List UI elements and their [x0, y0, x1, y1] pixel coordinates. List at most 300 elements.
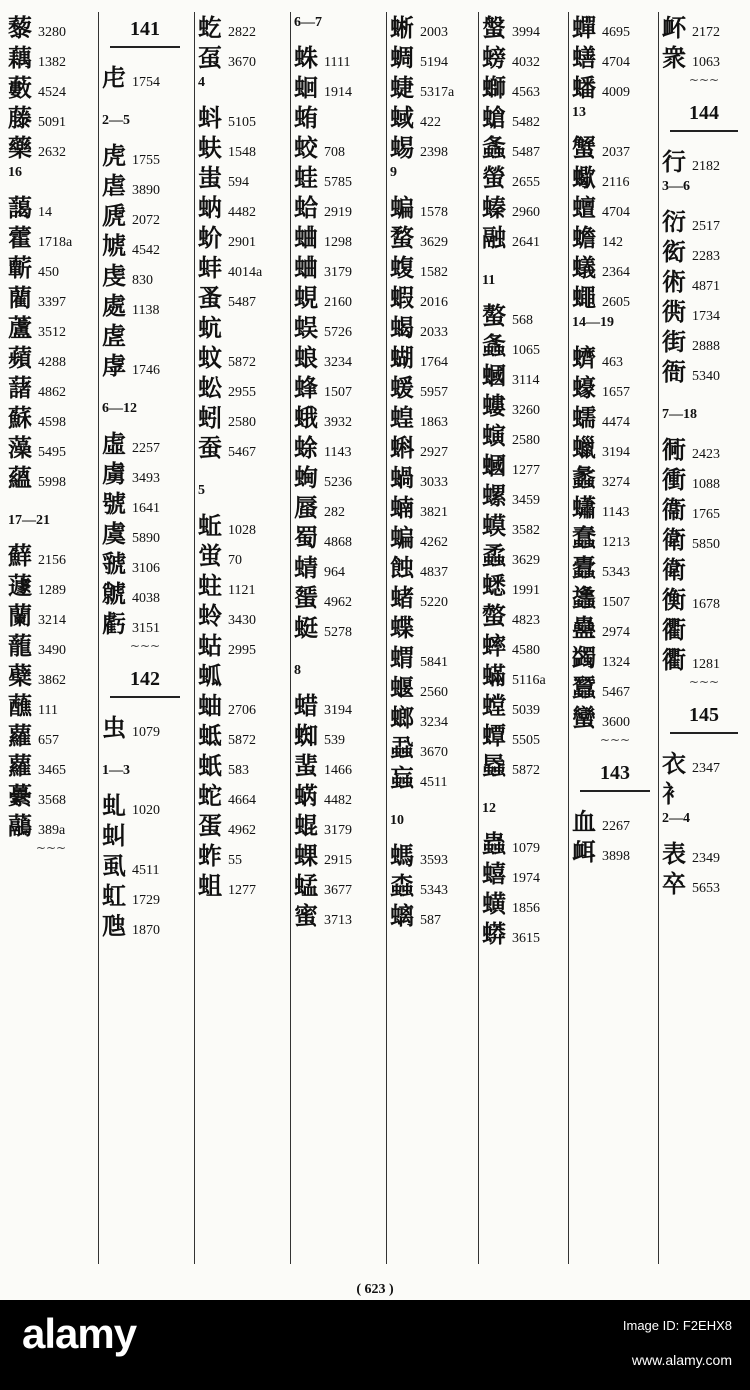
entry-character: 衃 [662, 13, 686, 42]
entry-number: 1914 [324, 85, 352, 100]
entry-row [198, 866, 284, 900]
entry-character: 蜴 [390, 133, 414, 162]
entry-row [102, 136, 188, 170]
column-7 [572, 8, 658, 1272]
entry-character: 蝴 [390, 343, 414, 372]
website-label: www.alamy.com [631, 1352, 732, 1368]
entry-character: 蝨 [390, 733, 414, 762]
entry-character: 蛆 [198, 871, 222, 900]
entry-character: 螺 [482, 481, 506, 510]
entry-number: 1765 [692, 507, 720, 522]
entry-number: 2072 [132, 213, 160, 228]
entry-number: 4474 [602, 415, 630, 430]
entry-character: 螌 [482, 13, 506, 42]
entry-number: 4695 [602, 25, 630, 40]
entry-number: 5505 [512, 733, 540, 748]
entry-number: 1079 [132, 725, 160, 740]
entry-character: 螂 [390, 703, 414, 732]
entry-row [572, 668, 658, 702]
entry-number: 2580 [228, 415, 256, 430]
entry-row [294, 806, 380, 840]
entry-number: 4014a [228, 265, 263, 280]
entry-row [390, 638, 476, 672]
entry-row [102, 256, 188, 290]
entry-character: 蠻 [572, 703, 596, 732]
entry-character: 蝟 [390, 643, 414, 672]
entry-number: 1870 [132, 923, 160, 938]
entry-character: 虎 [102, 141, 126, 170]
entry-row [662, 580, 746, 614]
entry-number: 4482 [228, 205, 256, 220]
entry-character: 蜋 [294, 343, 318, 372]
entry-number: 450 [38, 265, 59, 280]
entry-row [8, 308, 94, 342]
entry-row [662, 864, 746, 898]
entry-row [482, 188, 568, 222]
entry-character: 蟥 [482, 889, 506, 918]
entry-number: 422 [420, 115, 441, 130]
entry-number: 282 [324, 505, 345, 520]
entry-character: 螾 [482, 421, 506, 450]
entry-row [8, 38, 94, 72]
entry-character: 蠅 [572, 283, 596, 312]
entry-number: 1734 [692, 309, 720, 324]
entry-character: 蜾 [294, 841, 318, 870]
entry-number: 4823 [512, 613, 540, 628]
entry-character: 蜍 [294, 433, 318, 462]
entry-number: 1213 [602, 535, 630, 550]
entry-row [8, 746, 94, 780]
entry-number: 5039 [512, 703, 540, 718]
stroke-count-heading: 9 [390, 165, 397, 180]
radical-number-heading: 141 [110, 12, 180, 48]
entry-character: 蛄 [198, 631, 222, 660]
entry-number: 1641 [132, 501, 160, 516]
entry-character: 蚱 [198, 841, 222, 870]
entry-row [198, 218, 284, 252]
entry-character: 蟎 [482, 661, 506, 690]
entry-character: 蟫 [482, 721, 506, 750]
entry-character: 蜥 [390, 13, 414, 42]
entry-character: 蜚 [294, 751, 318, 780]
entry-row [662, 430, 746, 464]
entry-character: 蘋 [8, 343, 32, 372]
entry-character: 蠔 [572, 373, 596, 402]
entry-character: 蚔 [198, 751, 222, 780]
entry-number: 3629 [512, 553, 540, 568]
entry-character: 蟀 [482, 631, 506, 660]
entry-number: 5236 [324, 475, 352, 490]
stroke-count-heading: 3—6 [662, 179, 690, 194]
entry-character: 蚩 [198, 163, 222, 192]
entry-row [294, 248, 380, 282]
entry-character: 蚢 [198, 313, 222, 342]
stroke-count-heading: 17—21 [8, 513, 50, 528]
entry-number: 5785 [324, 175, 352, 190]
entry-number: 4704 [602, 55, 630, 70]
entry-row [482, 98, 568, 132]
entry-character: 衒 [662, 237, 686, 266]
entry-row [572, 548, 658, 582]
page-number: ( 623 ) [356, 1282, 394, 1297]
entry-character: 蜆 [294, 283, 318, 312]
entry-row [572, 608, 658, 642]
entry-character: 蛾 [294, 403, 318, 432]
entry-number: 568 [512, 313, 533, 328]
entry-number: 3568 [38, 793, 66, 808]
entry-row [102, 286, 188, 320]
stroke-count-heading: 6—12 [102, 401, 137, 416]
entry-character: 血 [572, 807, 596, 836]
entry-row [482, 356, 568, 390]
entry-row [8, 776, 94, 810]
column-divider [290, 12, 291, 1264]
entry-number: 1121 [228, 583, 256, 598]
entry-row [8, 218, 94, 252]
entry-character: 蠕 [572, 403, 596, 432]
entry-row [8, 368, 94, 402]
entry-character: 融 [482, 223, 506, 252]
entry-character: 蜹 [294, 781, 318, 810]
entry-number: 3932 [324, 415, 352, 430]
entry-row [198, 536, 284, 570]
entry-row [294, 308, 380, 342]
entry-character: 蜘 [294, 721, 318, 750]
entry-row [198, 566, 284, 600]
entry-number: 1277 [512, 463, 540, 478]
entry-number: 3890 [132, 183, 160, 198]
entry-number: 1548 [228, 145, 256, 160]
entry-row [572, 698, 658, 732]
entry-row [294, 716, 380, 750]
entry-row [662, 232, 746, 266]
entry-row [390, 608, 476, 642]
entry-number: 2974 [602, 625, 630, 640]
entry-character: 蛍 [198, 541, 222, 570]
entry-character: 螢 [482, 163, 506, 192]
entry-character: 蝌 [390, 433, 414, 462]
entry-row [294, 776, 380, 810]
entry-number: 5194 [420, 55, 448, 70]
entry-number: 5726 [324, 325, 352, 340]
entry-row [662, 460, 746, 494]
entry-character: 蛟 [294, 133, 318, 162]
entry-character: 蝗 [390, 403, 414, 432]
entry-character: 衈 [572, 837, 596, 866]
entry-row [390, 698, 476, 732]
entry-number: 2037 [602, 145, 630, 160]
entry-number: 4511 [132, 863, 160, 878]
entry-row [390, 668, 476, 702]
entry-character: 虍 [102, 63, 126, 92]
entry-number: 1143 [324, 445, 352, 460]
entry-character: 螭 [390, 901, 414, 930]
column-divider [386, 12, 387, 1264]
entry-character: 蝙 [390, 523, 414, 552]
entry-number: 3179 [324, 823, 352, 838]
entry-row [572, 488, 658, 522]
entry-character: 蜜 [294, 901, 318, 930]
entry-number: 1856 [512, 901, 540, 916]
entry-number: 1020 [132, 803, 160, 818]
entry-row [294, 398, 380, 432]
entry-number: 5653 [692, 881, 720, 896]
entry-number: 4009 [602, 85, 630, 100]
entry-number: 2655 [512, 175, 540, 190]
entry-number: 4038 [132, 591, 160, 606]
entry-row [662, 774, 746, 808]
entry-character: 蝸 [390, 463, 414, 492]
entry-character: 術 [662, 267, 686, 296]
entry-character: 蟻 [572, 253, 596, 282]
entry-row [198, 308, 284, 342]
entry-row [198, 746, 284, 780]
entry-row [198, 8, 284, 42]
entry-character: 蚋 [198, 193, 222, 222]
entry-number: 3713 [324, 913, 352, 928]
entry-number: 2641 [512, 235, 540, 250]
entry-character: 蟒 [482, 919, 506, 948]
entry-number: 4868 [324, 535, 352, 550]
entry-row [662, 352, 746, 386]
entry-character: 蠢 [572, 523, 596, 552]
entry-character: 虼 [198, 13, 222, 42]
entry-character: 蘇 [8, 403, 32, 432]
entry-character: 藪 [8, 73, 32, 102]
entry-number: 5340 [692, 369, 720, 384]
entry-number: 4704 [602, 205, 630, 220]
entry-row [662, 292, 746, 326]
entry-row [482, 626, 568, 660]
entry-row [390, 896, 476, 930]
entry-character: 蛙 [294, 163, 318, 192]
entry-number: 1289 [38, 583, 66, 598]
entry-row [662, 834, 746, 868]
entry-row [662, 640, 746, 674]
entry-character: 蛛 [294, 43, 318, 72]
entry-row [294, 836, 380, 870]
entry-row [294, 278, 380, 312]
entry-number: 1382 [38, 55, 66, 70]
entry-number: 2116 [602, 175, 630, 190]
entry-number: 2423 [692, 447, 720, 462]
entry-row [662, 322, 746, 356]
entry-number: 70 [228, 553, 242, 568]
entry-row [482, 596, 568, 630]
entry-character: 蚳 [198, 721, 222, 750]
entry-character: 虯 [102, 821, 126, 850]
entry-number: 2172 [692, 25, 720, 40]
entry-number: 2257 [132, 441, 160, 456]
entry-number: 2560 [420, 685, 448, 700]
entry-row [102, 166, 188, 200]
entry-character: 蜀 [294, 523, 318, 552]
entry-character: 蟠 [572, 73, 596, 102]
entry-character: 蝫 [390, 583, 414, 612]
stroke-count-heading: 2—5 [102, 113, 130, 128]
entry-character: 虿 [198, 43, 222, 72]
entry-row [482, 884, 568, 918]
entry-row [572, 802, 658, 836]
entry-number: 2016 [420, 295, 448, 310]
column-divider [568, 12, 569, 1264]
entry-row [482, 386, 568, 420]
entry-character: 虓 [102, 231, 126, 260]
entry-character: 螙 [390, 871, 414, 900]
stroke-count-heading: 12 [482, 801, 496, 816]
entry-row [572, 188, 658, 222]
entry-character: 蟾 [572, 223, 596, 252]
entry-row [662, 520, 746, 554]
entry-number: 2349 [692, 851, 720, 866]
entry-character: 螥 [482, 103, 506, 132]
entry-character: 蚧 [198, 223, 222, 252]
entry-character: 蛤 [294, 193, 318, 222]
entry-character: 蚨 [198, 133, 222, 162]
entry-character: 蝻 [390, 493, 414, 522]
entry-row [102, 484, 188, 518]
entry-character: 衍 [662, 207, 686, 236]
entry-number: 1974 [512, 871, 540, 886]
entry-row [390, 728, 476, 762]
column-divider [194, 12, 195, 1264]
entry-number: 5343 [420, 883, 448, 898]
entry-character: 衛 [662, 525, 686, 554]
entry-number: 1088 [692, 477, 720, 492]
entry-number: 2927 [420, 445, 448, 460]
entry-number: 1028 [228, 523, 256, 538]
entry-character: 虔 [102, 261, 126, 290]
entry-row [8, 656, 94, 690]
entry-character: 蠱 [572, 613, 596, 642]
entry-number: 5872 [228, 355, 256, 370]
entry-number: 3234 [324, 355, 352, 370]
entry-number: 3194 [324, 703, 352, 718]
entry-row [198, 596, 284, 630]
entry-number: 1754 [132, 75, 160, 90]
entry-character: 蝙 [390, 193, 414, 222]
entry-number: 3234 [420, 715, 448, 730]
entry-number: 14 [38, 205, 52, 220]
entry-number: 587 [420, 913, 441, 928]
entry-number: 4524 [38, 85, 66, 100]
entry-row [390, 308, 476, 342]
entry-row [482, 686, 568, 720]
entry-character: 藕 [8, 43, 32, 72]
entry-row [572, 518, 658, 552]
entry-row [8, 566, 94, 600]
entry-number: 4288 [38, 355, 66, 370]
entry-row [572, 128, 658, 162]
entry-character: 蟈 [482, 451, 506, 480]
entry-row [8, 188, 94, 222]
entry-row [390, 368, 476, 402]
entry-row [390, 578, 476, 612]
entry-row [390, 98, 476, 132]
entry-row [390, 518, 476, 552]
entry-character: 蛐 [294, 253, 318, 282]
entry-number: 5343 [602, 565, 630, 580]
entry-row [572, 638, 658, 672]
entry-character: 蟈 [482, 361, 506, 390]
entry-character: 蟁 [482, 751, 506, 780]
entry-number: 463 [602, 355, 623, 370]
entry-row [390, 488, 476, 522]
entry-character: 蘆 [8, 313, 32, 342]
entry-number: 1466 [324, 763, 352, 778]
entry-row [482, 476, 568, 510]
entry-number: 5278 [324, 625, 352, 640]
entry-row [482, 914, 568, 948]
entry-number: 2605 [602, 295, 630, 310]
section-end-mark: ~~~ [129, 639, 161, 653]
entry-row [390, 428, 476, 462]
entry-character: 蠶 [572, 673, 596, 702]
entry-row [390, 548, 476, 582]
radical-number-heading: 143 [580, 756, 650, 792]
entry-number: 4580 [512, 643, 540, 658]
entry-character: 螓 [482, 193, 506, 222]
entry-row [294, 458, 380, 492]
entry-character: 蠭 [572, 583, 596, 612]
entry-character: 螫 [482, 601, 506, 630]
entry-number: 3593 [420, 853, 448, 868]
entry-row [102, 424, 188, 458]
entry-character: 蠍 [572, 163, 596, 192]
entry-row [482, 8, 568, 42]
radical-number-heading: 145 [670, 698, 738, 734]
entry-number: 1718a [38, 235, 73, 250]
entry-character: 虐 [102, 171, 126, 200]
entry-character: 蜫 [294, 811, 318, 840]
entry-number: 5487 [512, 145, 540, 160]
entry-number: 1277 [228, 883, 256, 898]
entry-character: 蘗 [8, 661, 32, 690]
entry-character: 衝 [662, 465, 686, 494]
entry-number: 5317a [420, 85, 455, 100]
entry-character: 螃 [482, 43, 506, 72]
entry-number: 3033 [420, 475, 448, 490]
entry-number: 2919 [324, 205, 352, 220]
radical-number-heading: 144 [670, 96, 738, 132]
entry-number: 389a [38, 823, 66, 838]
entry-row [482, 326, 568, 360]
entry-row [482, 506, 568, 540]
entry-character: 蘊 [8, 463, 32, 492]
entry-row [8, 626, 94, 660]
entry-number: 4511 [420, 775, 448, 790]
entry-row [198, 98, 284, 132]
stroke-count-heading: 6—7 [294, 15, 322, 30]
stroke-count-heading: 8 [294, 663, 301, 678]
entry-character: 虞 [102, 519, 126, 548]
entry-row [390, 68, 476, 102]
stroke-count-heading: 14—19 [572, 315, 614, 330]
entry-number: 2955 [228, 385, 256, 400]
entry-character: 蚓 [198, 403, 222, 432]
entry-number: 2995 [228, 643, 256, 658]
entry-number: 4262 [420, 535, 448, 550]
entry-row [8, 806, 94, 840]
entry-character: 螯 [482, 301, 506, 330]
entry-number: 4962 [324, 595, 352, 610]
entry-character: 蝯 [390, 373, 414, 402]
stroke-count-heading: 11 [482, 273, 496, 288]
entry-row [572, 68, 658, 102]
entry-character: 蚤 [198, 283, 222, 312]
entry-number: 2182 [692, 159, 720, 174]
entry-character: 蘄 [8, 253, 32, 282]
